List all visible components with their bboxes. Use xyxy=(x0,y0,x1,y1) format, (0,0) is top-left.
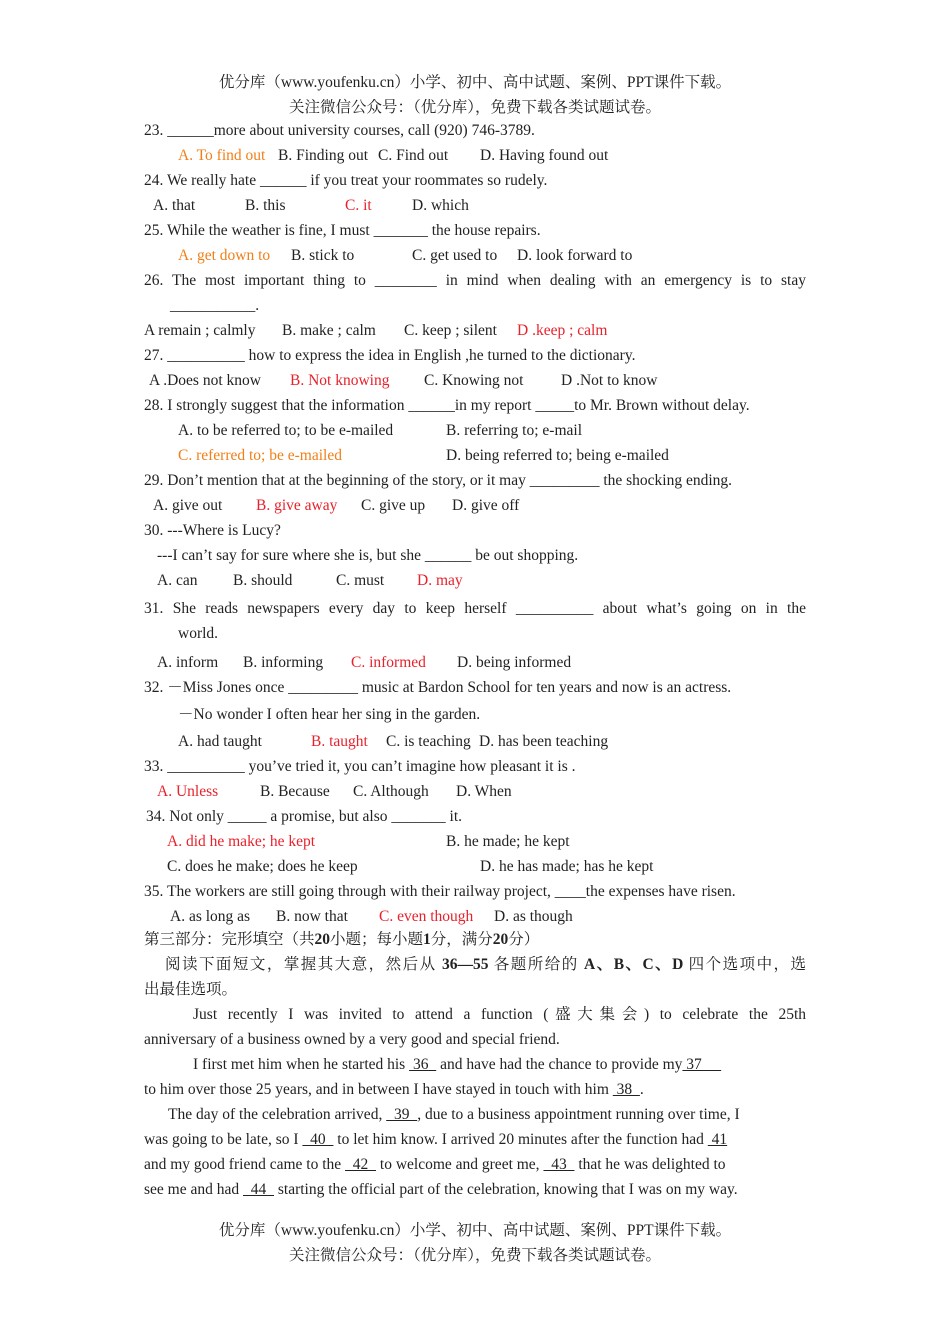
passage-text: to let him know. I arrived 20 minutes after the function had xyxy=(333,1131,704,1148)
q35-option-b: B. now that xyxy=(276,908,348,925)
q34-option-a: A. did he make; he kept xyxy=(167,833,316,850)
q23-stem: 23. ______more about university courses, call (920) 746-3789. xyxy=(144,122,535,139)
q31-option-a: A. inform xyxy=(157,654,219,671)
footer-line-1: 优分库（www.youfenku.cn）小学、初中、高中试题、案例、PPT课件下载。 xyxy=(218,1222,732,1239)
q34-option-d: D. he has made; has he kept xyxy=(480,858,654,875)
q30-stem-line2: ---I can’t say for sure where she is, but she ______ be out shopping. xyxy=(157,547,579,564)
q27-option-d: D .Not to know xyxy=(561,372,658,389)
passage-p3-line2 xyxy=(144,1130,727,1150)
q25-stem: 25. While the weather is fine, I must _______ the house repairs. xyxy=(144,222,541,239)
passage-text: starting the official part of the celebration, knowing that I was on my way. xyxy=(274,1181,738,1198)
q30-option-d: D. may xyxy=(417,572,463,589)
blank-39[interactable]: 39 xyxy=(386,1106,418,1123)
passage-p1-line2: anniversary of a business owned by a very good and special friend. xyxy=(144,1031,560,1048)
passage-text: to welcome and greet me, xyxy=(376,1156,540,1173)
q30-option-b: B. should xyxy=(233,572,293,589)
q25-option-c: C. get used to xyxy=(412,247,498,264)
section3-title-score: 1 xyxy=(423,931,431,948)
q27-option-a: A .Does not know xyxy=(149,372,261,389)
q31-option-c: C. informed xyxy=(351,654,426,671)
q35-option-d: D. as though xyxy=(494,908,573,925)
q31-option-d: D. being informed xyxy=(457,654,572,671)
section3-instruction-line2: 出最佳选项。 xyxy=(144,981,238,998)
blank-44[interactable]: 44 xyxy=(243,1181,274,1198)
q28-option-b: B. referring to; e-mail xyxy=(446,422,583,439)
q30-option-a: A. can xyxy=(157,572,198,589)
q26-stem-line1: 26. The most important thing to ________ in mind when dealing with an emergency is to stay xyxy=(144,272,806,289)
q32-option-c: C. is teaching xyxy=(386,733,471,750)
passage-text: and my good friend came to the xyxy=(144,1156,342,1173)
blank-37[interactable]: 37 xyxy=(682,1056,722,1073)
q24-option-d: D. which xyxy=(412,197,469,214)
q28-stem: 28. I strongly suggest that the information ______in my report _____to Mr. Brown without delay. xyxy=(144,397,750,414)
q28-option-c: C. referred to; be e-mailed xyxy=(178,447,342,464)
q24-option-a: A. that xyxy=(153,197,196,214)
instruction-range: 36—55 xyxy=(441,956,489,973)
q23-option-c: C. Find out xyxy=(378,147,449,164)
blank-43[interactable]: 43 xyxy=(543,1156,575,1173)
q34-option-c: C. does he make; does he keep xyxy=(167,858,358,875)
q24-option-c: C. it xyxy=(345,197,372,214)
header-line-1: 优分库（www.youfenku.cn）小学、初中、高中试题、案例、PPT课件下载。 xyxy=(218,74,732,91)
q25-option-a: A. get down to xyxy=(178,247,271,264)
section3-title xyxy=(144,930,539,950)
instruction-part: 阅读下面短文，掌握其大意，然后从 xyxy=(165,956,437,973)
section3-title-count: 20 xyxy=(314,931,331,948)
section3-title-part: 小题；每小题 xyxy=(330,931,424,948)
q26-option-c: C. keep ; silent xyxy=(404,322,497,339)
passage-text: to him over those 25 years, and in between I have stayed in touch with him xyxy=(144,1081,609,1098)
q30-option-c: C. must xyxy=(336,572,385,589)
section3-title-part: 第三部分：完形填空（共 xyxy=(144,931,315,948)
q29-option-a: A. give out xyxy=(153,497,223,514)
section3-title-part: 分） xyxy=(508,931,540,948)
q29-option-b: B. give away xyxy=(256,497,338,514)
q30-stem-line1: 30. ---Where is Lucy? xyxy=(144,522,281,539)
q34-stem: 34. Not only _____ a promise, but also _______ it. xyxy=(146,808,463,825)
q31-stem-line2: world. xyxy=(178,625,219,642)
instruction-part: 四个选项中，选 xyxy=(688,956,807,973)
q28-option-d: D. being referred to; being e-mailed xyxy=(446,447,669,464)
q29-option-c: C. give up xyxy=(361,497,426,514)
passage-text: was going to be late, so I xyxy=(144,1131,299,1148)
q23-option-b: B. Finding out xyxy=(278,147,369,164)
q25-option-b: B. stick to xyxy=(291,247,355,264)
passage-p1-line1: Just recently I was invited to attend a function (盛大集会) to celebrate the 25th xyxy=(193,1006,806,1023)
blank-36[interactable]: 36 xyxy=(409,1056,437,1073)
passage-text: I first met him when he started his xyxy=(193,1056,406,1073)
q26-option-a: A remain ; calmly xyxy=(144,322,256,339)
blank-40[interactable]: 40 xyxy=(302,1131,334,1148)
instruction-part: 各题所给的 xyxy=(493,956,579,973)
q26-option-b: B. make ; calm xyxy=(282,322,376,339)
q25-option-d: D. look forward to xyxy=(517,247,633,264)
q32-stem-line2: －No wonder I often hear her sing in the garden. xyxy=(178,706,481,723)
q32-option-d: D. has been teaching xyxy=(479,733,609,750)
blank-41[interactable]: 41 xyxy=(707,1131,728,1148)
passage-text: that he was delighted to xyxy=(574,1156,726,1173)
q28-option-a: A. to be referred to; to be e-mailed xyxy=(178,422,394,439)
passage-p3-line1 xyxy=(168,1105,740,1125)
q35-stem: 35. The workers are still going through with their railway project, ____the expenses have risen. xyxy=(144,883,736,900)
section3-title-part: 分，满分 xyxy=(430,931,493,948)
passage-text: and have had the chance to provide my xyxy=(436,1056,683,1073)
footer-line-2: 关注微信公众号：（优分库），免费下载各类试题试卷。 xyxy=(288,1247,661,1264)
q31-option-b: B. informing xyxy=(243,654,324,671)
q26-stem-line2: ___________. xyxy=(170,297,260,314)
q33-option-d: D. When xyxy=(456,783,512,800)
q33-option-a: A. Unless xyxy=(157,783,219,800)
passage-text: , due to a business appointment running over time, I xyxy=(417,1106,740,1123)
q29-stem: 29. Don’t mention that at the beginning of the story, or it may _________ the shocking ending. xyxy=(144,472,733,489)
q33-option-b: B. Because xyxy=(260,783,330,800)
header-line-2: 关注微信公众号：（优分库），免费下载各类试题试卷。 xyxy=(288,99,661,116)
q34-option-b: B. he made; he kept xyxy=(446,833,570,850)
passage-text: The day of the celebration arrived, xyxy=(168,1106,383,1123)
q24-option-b: B. this xyxy=(245,197,286,214)
q32-option-a: A. had taught xyxy=(178,733,262,750)
passage-p2-line1 xyxy=(193,1055,721,1075)
q35-option-c: C. even though xyxy=(379,908,474,925)
blank-38[interactable]: 38 xyxy=(612,1081,640,1098)
passage-text: . xyxy=(639,1081,644,1098)
q27-stem: 27. __________ how to express the idea in English ,he turned to the dictionary. xyxy=(144,347,636,364)
section3-title-total: 20 xyxy=(492,931,509,948)
q31-stem-line1: 31. She reads newspapers every day to keep herself __________ about what’s going on in the xyxy=(144,600,806,617)
q23-option-a: A. To find out xyxy=(178,147,266,164)
q24-stem: 24. We really hate ______ if you treat your roommates so rudely. xyxy=(144,172,548,189)
q32-option-b: B. taught xyxy=(311,733,368,750)
passage-p3-line3 xyxy=(144,1155,726,1175)
q33-stem: 33. __________ you’ve tried it, you can’t imagine how pleasant it is . xyxy=(144,758,576,775)
passage-p3-line4 xyxy=(144,1180,738,1200)
section3-instruction-line1 xyxy=(165,955,806,975)
q29-option-d: D. give off xyxy=(452,497,520,514)
q23-option-d: D. Having found out xyxy=(480,147,609,164)
passage-text: see me and had xyxy=(144,1181,240,1198)
q27-option-b: B. Not knowing xyxy=(290,372,390,389)
q26-option-d: D .keep ; calm xyxy=(517,322,608,339)
q35-option-a: A. as long as xyxy=(170,908,251,925)
q27-option-c: C. Knowing not xyxy=(424,372,524,389)
instruction-options: A、B、C、D xyxy=(584,956,684,973)
blank-42[interactable]: 42 xyxy=(345,1156,377,1173)
q33-option-c: C. Although xyxy=(353,783,429,800)
passage-p2-line2 xyxy=(144,1080,644,1100)
q32-stem-line1: 32. －Miss Jones once _________ music at Bardon School for ten years and now is an actress. xyxy=(144,679,732,696)
